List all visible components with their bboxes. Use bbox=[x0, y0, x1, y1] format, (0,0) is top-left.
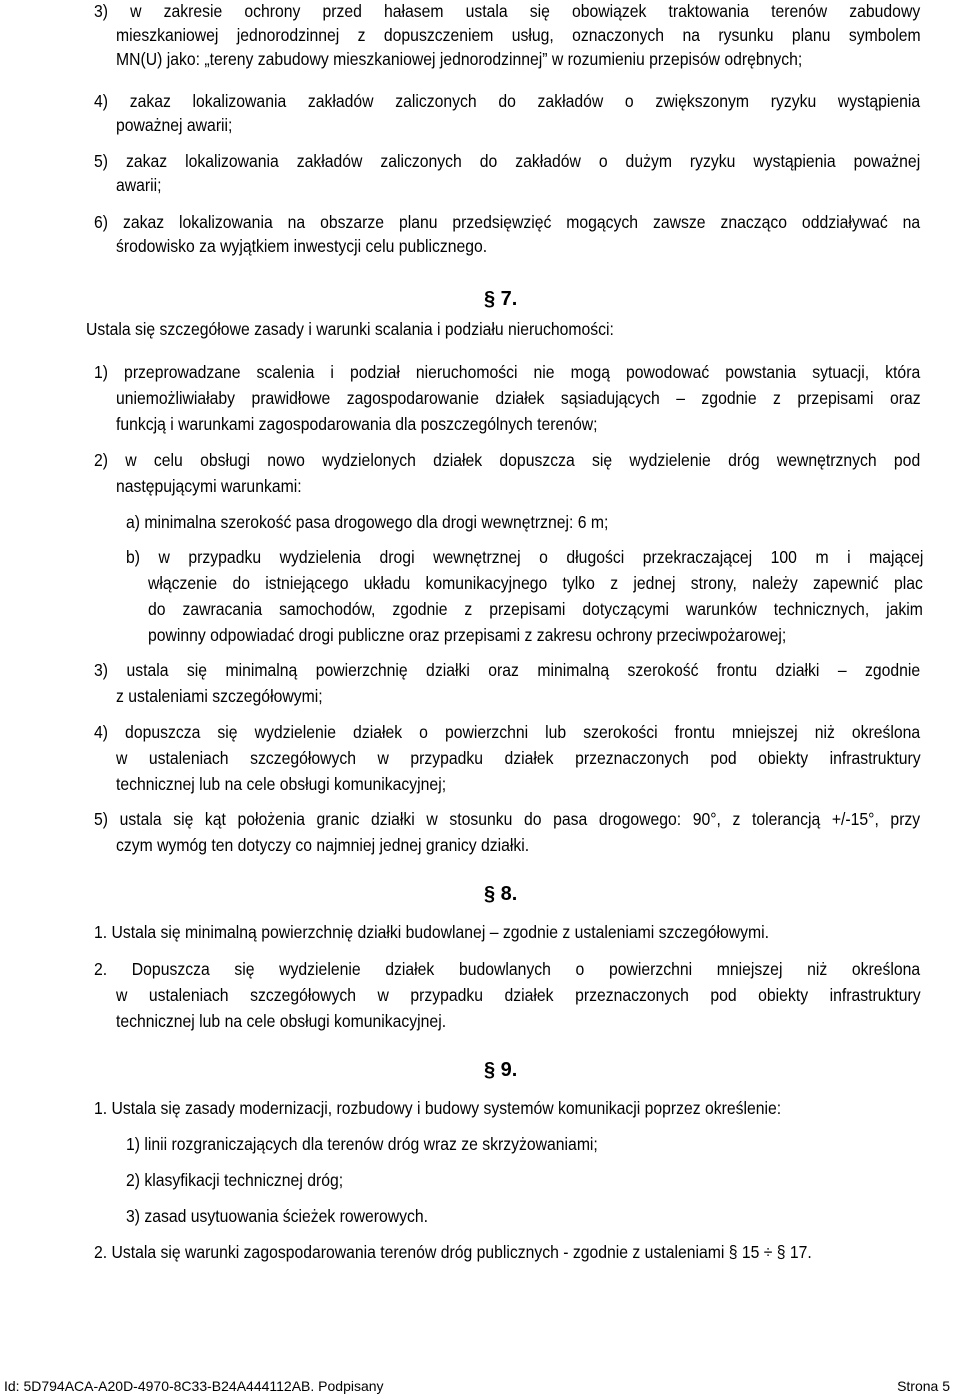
footer-page-number: Strona 5 bbox=[897, 1378, 950, 1394]
sec7-item-2b-line-1: b) w przypadku wydzielenia drogi wewnętrznej o długości przekraczającej 100 m i mającej bbox=[126, 547, 924, 567]
section-8-heading: § 8. bbox=[484, 883, 518, 905]
item-5-line-1: 5) zakaz lokalizowania zakładów zaliczonych do zakładów o dużym ryzyku wystąpienia poważnej bbox=[94, 151, 921, 171]
sec7-item-2a: a) minimalna szerokość pasa drogowego dla drogi wewnętrznej: 6 m; bbox=[126, 512, 609, 532]
sec7-item-2-line-1: 2) w celu obsługi nowo wydzielonych działek dopuszcza się wydzielenie dróg wewnętrznych pod bbox=[94, 450, 921, 470]
item-6-line-1: 6) zakaz lokalizowania na obszarze planu przedsięwzięć mogących zawsze znacząco oddziaływać na bbox=[94, 212, 921, 232]
sec7-item-1-line-3: funkcją i warunkami zagospodarowania dla poszczególnych terenów; bbox=[116, 414, 598, 434]
sec9-item-1: 1. Ustala się zasady modernizacji, rozbudowy i budowy systemów komunikacji poprzez określenie: bbox=[94, 1098, 782, 1118]
sec8-item-2-line-2: w ustaleniach szczegółowych w przypadku działek przeznaczonych pod obiekty infrastruktury bbox=[116, 985, 921, 1005]
sec7-item-1-line-2: uniemożliwiałaby prawidłowe zagospodarowanie działek sąsiadujących – zgodnie z przepisami oraz bbox=[116, 388, 921, 408]
item-3-line-1: 3) w zakresie ochrony przed hałasem ustala się obowiązek traktowania terenów zabudowy bbox=[94, 1, 921, 21]
sec9-item-2: 2. Ustala się warunki zagospodarowania terenów dróg publicznych - zgodnie z ustaleniami § 15 ÷ § 17. bbox=[94, 1242, 812, 1262]
sec7-item-4-line-3: technicznej lub na cele obsługi komunikacyjnej; bbox=[116, 774, 447, 794]
sec7-item-3-line-2: z ustaleniami szczegółowymi; bbox=[116, 686, 323, 706]
sec7-item-3-line-1: 3) ustala się minimalną powierzchnię działki oraz minimalną szerokość frontu działki – zgodnie bbox=[94, 660, 921, 680]
item-6-line-2: środowisko za wyjątkiem inwestycji celu publicznego. bbox=[116, 236, 488, 256]
sec9-item-1-3: 3) zasad usytuowania ścieżek rowerowych. bbox=[126, 1206, 429, 1226]
sec7-item-2-line-2: następującymi warunkami: bbox=[116, 476, 302, 496]
sec7-item-5-line-2: czym wymóg ten dotyczy co najmniej jednej granicy działki. bbox=[116, 835, 530, 855]
item-5-line-2: awarii; bbox=[116, 175, 162, 195]
sec7-item-2b-line-4: powinny odpowiadać drogi publiczne oraz przepisami z zakresu ochrony przeciwpożarowej; bbox=[148, 625, 787, 645]
item-4-line-2: poważnej awarii; bbox=[116, 115, 233, 135]
sec8-item-2-line-3: technicznej lub na cele obsługi komunikacyjnej. bbox=[116, 1011, 447, 1031]
sec8-item-1: 1. Ustala się minimalną powierzchnię działki budowlanej – zgodnie z ustaleniami szczegółowymi. bbox=[94, 922, 769, 942]
sec9-item-1-2: 2) klasyfikacji technicznej dróg; bbox=[126, 1170, 344, 1190]
item-4-line-1: 4) zakaz lokalizowania zakładów zaliczonych do zakładów o zwiększonym ryzyku wystąpienia bbox=[94, 91, 921, 111]
sec7-item-2b-line-2: włączenie do istniejącego układu komunikacyjnego tylko z jednej strony, należy zapewnić plac bbox=[148, 573, 923, 593]
item-3-line-3: MN(U) jako: „tereny zabudowy mieszkaniowej jednorodzinnej” w rozumieniu przepisów odrębnych; bbox=[116, 49, 803, 69]
sec7-item-2b-line-3: do zawracania samochodów, zgodnie z przepisami dotyczącymi warunków technicznych, jakim bbox=[148, 599, 923, 619]
sec9-item-1-1: 1) linii rozgraniczających dla terenów dróg wraz ze skrzyżowaniami; bbox=[126, 1134, 598, 1154]
sec8-item-2-line-1: 2. Dopuszcza się wydzielenie działek budowlanych o powierzchni mniejszej niż określona bbox=[94, 959, 921, 979]
section-7-heading: § 7. bbox=[484, 288, 518, 310]
section-9-heading: § 9. bbox=[484, 1059, 518, 1081]
item-3-line-2: mieszkaniowej jednorodzinnej z dopuszczeniem usług, oznaczonych na rysunku planu symbolem bbox=[116, 25, 921, 45]
sec7-item-1-line-1: 1) przeprowadzane scalenia i podział nieruchomości nie mogą powodować powstania sytuacji, która bbox=[94, 362, 921, 382]
sec7-item-4-line-2: w ustaleniach szczegółowych w przypadku działek przeznaczonych pod obiekty infrastruktury bbox=[116, 748, 921, 768]
sec7-item-4-line-1: 4) dopuszcza się wydzielenie działek o powierzchni lub szerokości frontu mniejszej niż określona bbox=[94, 722, 921, 742]
footer-document-id: Id: 5D794ACA-A20D-4970-8C33-B24A444112AB. Podpisany bbox=[4, 1378, 384, 1394]
sec7-item-5-line-1: 5) ustala się kąt położenia granic działki w stosunku do pasa drogowego: 90°, z tolerancją +/-15°, przy bbox=[94, 809, 921, 829]
section-7-intro: Ustala się szczegółowe zasady i warunki scalania i podziału nieruchomości: bbox=[86, 319, 614, 339]
